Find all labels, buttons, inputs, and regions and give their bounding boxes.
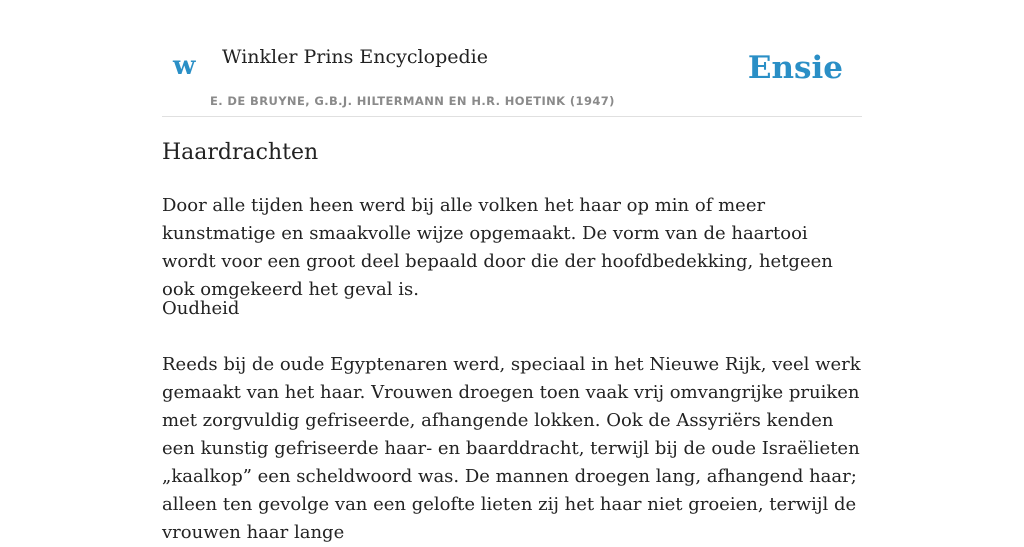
article-title: Haardrachten <box>162 140 319 165</box>
publication-authors: E. DE BRUYNE, G.B.J. HILTERMANN EN H.R. HOETINK (1947) <box>210 94 615 108</box>
section-paragraph: Reeds bij de oude Egyptenaren werd, speciaal in het Nieuwe Rijk, veel werk gemaakt van het haar. Vrouwen droegen toen vaak vrij omvangrijke pruiken met zorgvuldig gefriseerde, afhangende lokken. Ook de Assyriërs kenden een kunstig gefriseerde haar- en baarddracht, terwijl bij de oude Israëlieten „kaalkop” een scheldwoord was. De mannen droegen lang, afhangend haar; alleen ten gevolge van een gelofte lieten zij het haar niet groeien, terwijl de vrouwen haar lange <box>162 354 861 543</box>
publication-logo-icon[interactable]: w <box>173 51 196 81</box>
intro-paragraph: Door alle tijden heen werd bij alle volken het haar op min of meer kunstmatige en smaakvolle wijze opgemaakt. De vorm van de haartooi wordt voor een groot deel bepaald door die der hoofdbedekking, hetgeen ook omgekeerd het geval is. <box>162 195 833 300</box>
ensie-logo[interactable]: Ensie <box>747 50 843 86</box>
publication-title[interactable]: Winkler Prins Encyclopedie <box>222 46 488 68</box>
section-heading: Oudheid <box>162 298 240 319</box>
site-header <box>162 0 862 117</box>
article-page <box>162 0 862 543</box>
